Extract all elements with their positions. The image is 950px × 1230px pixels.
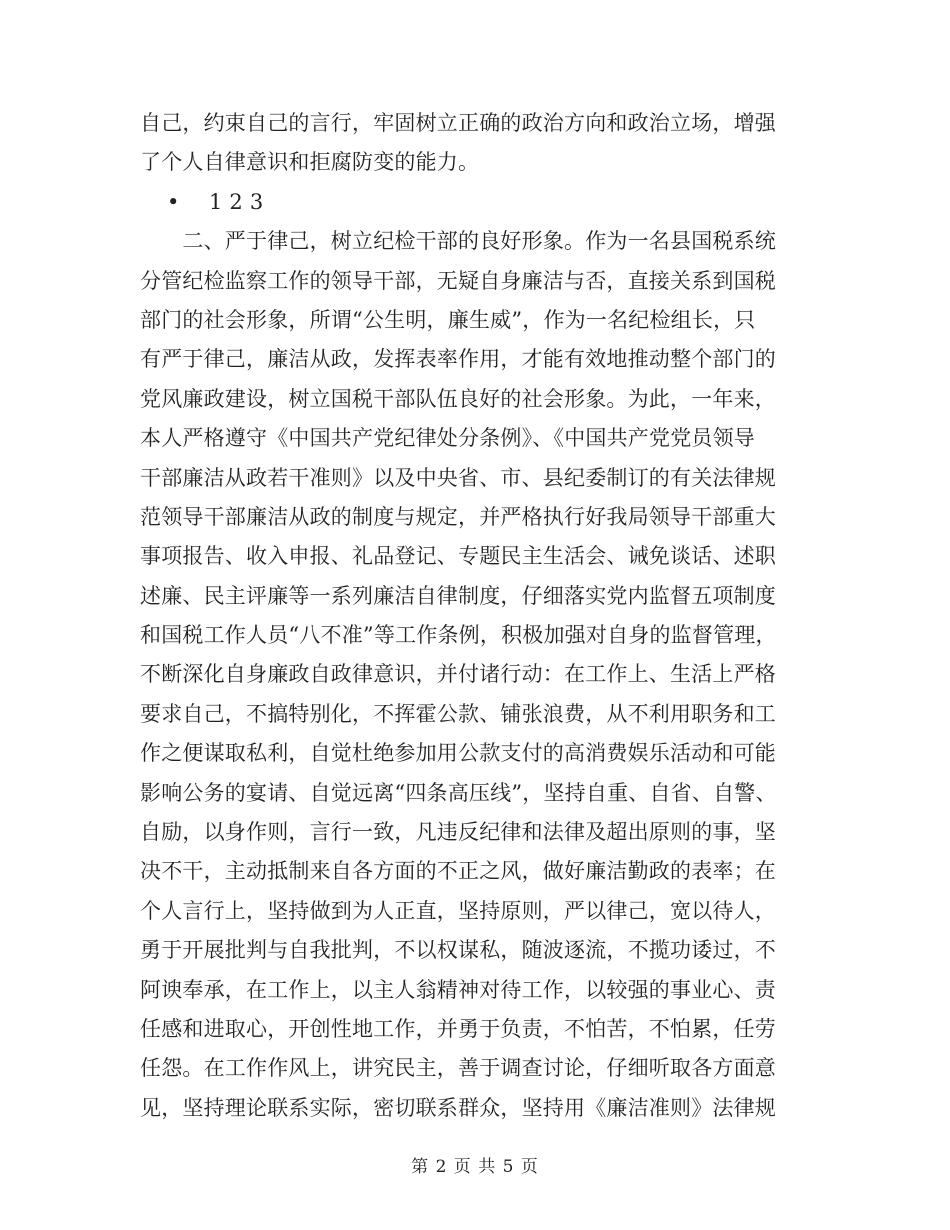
text-line: 和国税工作人员“八不准”等工作条例，积极加强对自身的监督管理， — [140, 623, 777, 648]
text-line: 本人严格遵守《中国共产党纪律处分条例》、《中国共产党党员领导 — [140, 426, 755, 451]
text-line: 述廉、民主评廉等一系列廉洁自律制度，仔细落实党内监督五项制度 — [140, 583, 776, 608]
bullet-list-item — [140, 183, 820, 222]
text-line: 分管纪检监察工作的领导干部，无疑自身廉洁与否，直接关系到国税 — [140, 268, 776, 293]
text-line: 自己，约束自己的言行，牢固树立正确的政治方向和政治立场，增强 — [140, 111, 776, 135]
text-line: 了个人自律意识和拒腐防变的能力。 — [140, 150, 480, 175]
bullet-text: 1 2 3 — [209, 189, 264, 214]
text-line: 二、严于律己，树立纪检干部的良好形象。作为一名县国税系统 — [140, 229, 776, 254]
text-line: 见，坚持理论联系实际，密切联系群众，坚持用《廉洁准则》法律规 — [140, 1095, 776, 1120]
text-line: 任怨。在工作作风上，讲究民主，善于调查讨论，仔细听取各方面意 — [140, 1056, 776, 1081]
page-number: 第 2 页 共 5 页 — [411, 1157, 539, 1177]
text-line: 决不干，主动抵制来自各方面的不正之风，做好廉洁勤政的表率；在 — [140, 859, 776, 884]
text-line: 影响公务的宴请、自觉远离“四条高压线”，坚持自重、自省、自警、 — [140, 780, 777, 805]
bullet-marker: • — [167, 189, 180, 214]
text-line: 不断深化自身廉政自政律意识，并付诸行动：在工作上、生活上严格 — [140, 662, 776, 687]
text-line: 自励，以身作则，言行一致，凡违反纪律和法律及超出原则的事，坚 — [140, 820, 776, 845]
text-line: 党风廉政建设，树立国税干部队伍良好的社会形象。为此，一年来， — [140, 386, 776, 411]
text-line: 作之便谋取私利，自觉杜绝参加用公款支付的高消费娱乐活动和可能 — [140, 741, 776, 766]
text-line: 任感和进取心，开创性地工作，并勇于负责，不怕苦，不怕累，任劳 — [140, 1016, 776, 1041]
document-body — [140, 104, 820, 1128]
text-line: 个人言行上，坚持做到为人正直，坚持原则，严以律己，宽以待人， — [140, 898, 776, 923]
text-line: 干部廉洁从政若干准则》以及中央省、市、县纪委制订的有关法律规 — [140, 465, 776, 490]
text-line: 范领导干部廉洁从政的制度与规定，并严格执行好我局领导干部重大 — [140, 504, 776, 529]
page-footer — [0, 1152, 950, 1177]
text-line: 部门的社会形象，所谓“公生明，廉生威”，作为一名纪检组长，只 — [140, 307, 756, 332]
text-line: 勇于开展批判与自我批判，不以权谋私，随波逐流，不揽功诿过，不 — [140, 938, 776, 963]
text-line: 有严于律己，廉洁从政，发挥表率作用，才能有效地推动整个部门的 — [140, 347, 776, 372]
text-line: 阿谀奉承，在工作上，以主人翁精神对待工作，以较强的事业心、责 — [140, 977, 776, 1002]
text-line: 要求自己，不搞特别化，不挥霍公款、铺张浪费，从不利用职务和工 — [140, 701, 776, 726]
text-line: 事项报告、收入申报、礼品登记、专题民主生活会、诫免谈话、述职 — [140, 544, 776, 569]
